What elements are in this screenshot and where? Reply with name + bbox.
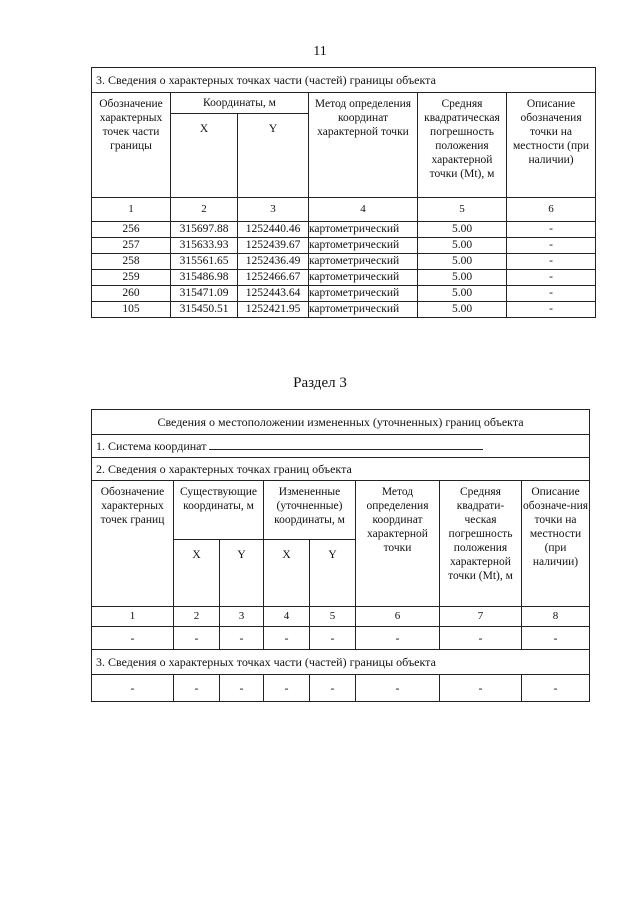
point-id: 257 (92, 238, 171, 254)
column-number: 6 (507, 198, 596, 222)
error-value: 5.00 (418, 222, 507, 238)
table-row (92, 270, 596, 286)
header-method: Метод определения координат характерной точки (356, 481, 440, 607)
empty-cell: - (92, 675, 174, 702)
header-description: Описание обозначе-ния точки на местности (при наличии) (522, 481, 590, 607)
header-existing-coordinates: Существующие координаты, м (174, 481, 264, 540)
header-changed-coordinates: Измененные (уточненные) координаты, м (264, 481, 356, 540)
header-designation: Обозначение характерных точек границ (92, 481, 174, 607)
points-section-title: 2. Сведения о характерных точках границ объекта (92, 458, 590, 481)
coordinate-system-blank (209, 438, 483, 450)
column-number: 4 (309, 198, 418, 222)
x-coordinate: 315486.98 (171, 270, 238, 286)
column-number: 3 (220, 607, 264, 627)
table-row (92, 222, 596, 238)
column-number: 1 (92, 198, 171, 222)
section-heading: Раздел 3 (293, 375, 347, 391)
header-existing-x: X (174, 540, 220, 607)
y-coordinate: 1252439.67 (238, 238, 309, 254)
description: - (507, 286, 596, 302)
empty-cell: - (310, 675, 356, 702)
empty-cell: - (220, 627, 264, 650)
coordinate-system-label: 1. Система координат (96, 439, 207, 454)
point-id: 260 (92, 286, 171, 302)
y-coordinate: 1252443.64 (238, 286, 309, 302)
column-number: 2 (171, 198, 238, 222)
header-changed-y: Y (310, 540, 356, 607)
method: картометрический (309, 254, 418, 270)
empty-cell: - (220, 675, 264, 702)
error-value: 5.00 (418, 254, 507, 270)
empty-cell: - (356, 627, 440, 650)
coordinate-system-row (92, 435, 590, 458)
empty-cell: - (264, 675, 310, 702)
header-error: Средняя квадратическая погрешность положения характерной точки (Mt), м (418, 93, 507, 198)
table-row (92, 286, 596, 302)
y-coordinate: 1252436.49 (238, 254, 309, 270)
table-row (92, 254, 596, 270)
header-method: Метод определения координат характерной точки (309, 93, 418, 198)
point-id: 259 (92, 270, 171, 286)
empty-cell: - (440, 627, 522, 650)
column-number: 4 (264, 607, 310, 627)
description: - (507, 254, 596, 270)
column-number: 1 (92, 607, 174, 627)
error-value: 5.00 (418, 270, 507, 286)
changed-boundaries-table (91, 409, 590, 702)
table-row (92, 627, 590, 650)
column-number: 7 (440, 607, 522, 627)
error-value: 5.00 (418, 286, 507, 302)
method: картометрический (309, 238, 418, 254)
header-x: X (171, 114, 238, 198)
x-coordinate: 315561.65 (171, 254, 238, 270)
x-coordinate: 315471.09 (171, 286, 238, 302)
description: - (507, 222, 596, 238)
header-designation: Обозначение характерных точек части границы (92, 93, 171, 198)
header-error: Средняя квадрати-ческая погрешность положения характерной точки (Mt), м (440, 481, 522, 607)
y-coordinate: 1252466.67 (238, 270, 309, 286)
section-title: 3. Сведения о характерных точках части (частей) границы объекта (92, 68, 596, 93)
empty-cell: - (522, 627, 590, 650)
empty-cell: - (92, 627, 174, 650)
method: картометрический (309, 302, 418, 318)
empty-cell: - (174, 675, 220, 702)
column-number: 5 (418, 198, 507, 222)
empty-cell: - (174, 627, 220, 650)
empty-cell: - (440, 675, 522, 702)
point-id: 105 (92, 302, 171, 318)
empty-cell: - (356, 675, 440, 702)
error-value: 5.00 (418, 302, 507, 318)
y-coordinate: 1252440.46 (238, 222, 309, 238)
column-number: 5 (310, 607, 356, 627)
x-coordinate: 315450.51 (171, 302, 238, 318)
table-title: Сведения о местоположении измененных (уточненных) границ объекта (92, 410, 590, 435)
point-id: 258 (92, 254, 171, 270)
x-coordinate: 315697.88 (171, 222, 238, 238)
method: картометрический (309, 286, 418, 302)
header-existing-y: Y (220, 540, 264, 607)
header-changed-x: X (264, 540, 310, 607)
page-number: 11 (313, 44, 327, 59)
header-y: Y (238, 114, 309, 198)
part-boundary-points-table (91, 67, 596, 318)
description: - (507, 270, 596, 286)
column-number: 3 (238, 198, 309, 222)
header-description: Описание обозначения точки на местности (при наличии) (507, 93, 596, 198)
method: картометрический (309, 222, 418, 238)
error-value: 5.00 (418, 238, 507, 254)
empty-cell: - (264, 627, 310, 650)
point-id: 256 (92, 222, 171, 238)
method: картометрический (309, 270, 418, 286)
table-row (92, 238, 596, 254)
empty-cell: - (310, 627, 356, 650)
column-number: 8 (522, 607, 590, 627)
empty-cell: - (522, 675, 590, 702)
header-coordinates: Координаты, м (171, 93, 309, 114)
column-number: 2 (174, 607, 220, 627)
column-number: 6 (356, 607, 440, 627)
table-row (92, 302, 596, 318)
table-row (92, 675, 590, 702)
description: - (507, 238, 596, 254)
description: - (507, 302, 596, 318)
y-coordinate: 1252421.95 (238, 302, 309, 318)
parts-section-title: 3. Сведения о характерных точках части (частей) границы объекта (92, 650, 590, 675)
x-coordinate: 315633.93 (171, 238, 238, 254)
